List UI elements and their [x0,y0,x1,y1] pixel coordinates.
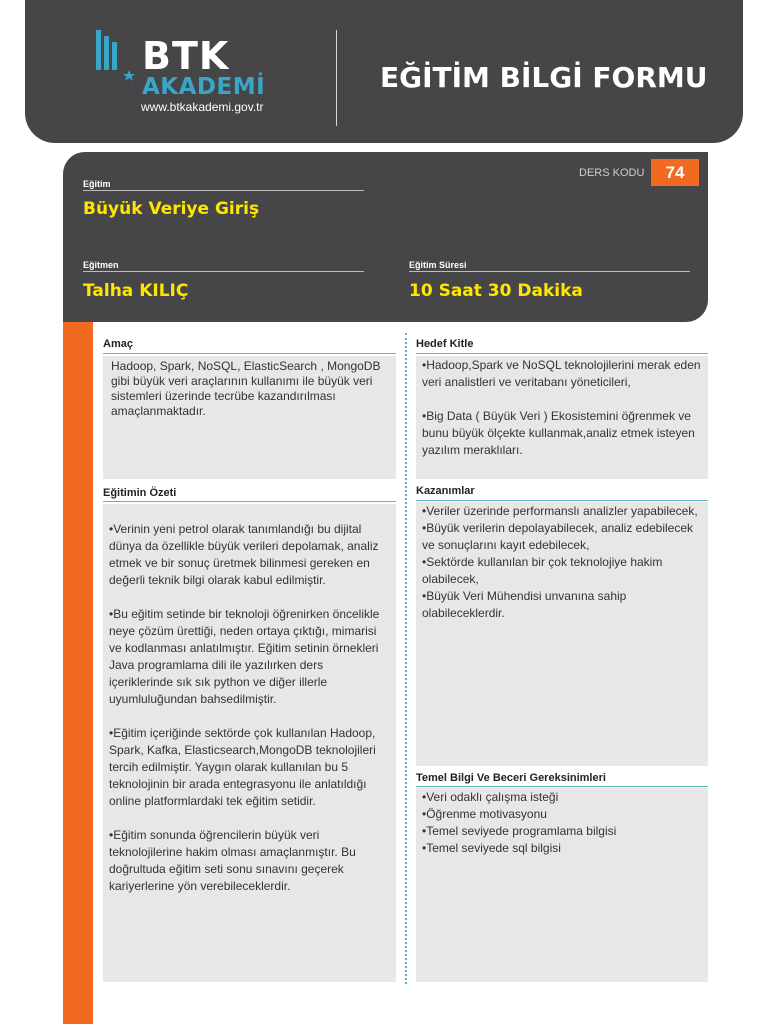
logo-url[interactable]: www.btkakademi.gov.tr [141,100,264,114]
kazanim-item: •Sektörde kullanılan bir çok teknolojiye hakim olabilecek, [422,555,663,586]
training-underline [83,190,364,191]
temel-item: •Temel seviyede sql bilgisi [422,841,561,855]
orange-side-bar [63,322,93,1024]
instructor-underline [83,271,364,272]
section-box-hedef [416,356,708,479]
temel-item: •Öğrenme motivasyonu [422,807,547,821]
section-line-amac [103,353,396,354]
course-info-panel [63,152,708,322]
ozet-paragraph-2: •Bu eğitim setinde bir teknoloji öğrenirken öncelikle neye çözüm ürettiği, neden ortaya çıktığı, mimarisi ve kodlanması anlatılmıştır. Eğitim setinin örnekleri Java programlama dili ile yazılırken ders içeriklerinde sık sık python ve diğer illerle uyumluluğundan bahsedilmiştir. [109,607,380,706]
duration-label: Eğitim Süresi [409,260,467,270]
temel-item: •Temel seviyede programlama bilgisi [422,824,617,838]
duration-underline [409,271,690,272]
logo-subtitle: AKADEMİ [142,74,266,100]
form-title: EĞİTİM BİLGİ FORMU [380,61,708,94]
section-title-hedef: Hedef Kitle [416,338,474,350]
kazanim-item: •Veriler üzerinde performanslı analizler yapabilecek, [422,504,698,518]
training-name: Büyük Veriye Giriş [83,199,260,219]
section-title-ozet: Eğitimin Özeti [103,487,177,499]
instructor-name: Talha KILIÇ [83,281,189,301]
training-label: Eğitim [83,179,111,189]
section-box-amac [103,356,396,479]
temel-item: •Veri odaklı çalışma isteği [422,790,559,804]
section-box-temel [416,788,708,982]
course-code-label: DERS KODU [579,167,645,179]
section-title-temel: Temel Bilgi Ve Beceri Gereksinimleri [416,772,606,784]
section-title-kazanim: Kazanımlar [416,485,475,497]
duration-value: 10 Saat 30 Dakika [409,281,583,301]
section-box-kazanim [416,502,708,766]
hedef-item-1: •Hadoop,Spark ve NoSQL teknolojilerini merak eden veri analistleri ve veritabanı yöneticileri, [422,358,701,389]
section-line-temel [416,786,708,787]
btk-logo [95,30,295,120]
section-box-ozet [103,504,396,982]
ozet-paragraph-4: •Eğitim sonunda öğrencilerin büyük veri teknolojilerine hakim olması amaçlanmıştır. Bu doğrultuda eğitim seti sonu sınavını geçerek kariyerlerine yön verebileceklerdir. [109,828,356,893]
section-line-kazanim [416,500,708,501]
kazanim-item: •Büyük Veri Mühendisi unvanına sahip olabileceklerdir. [422,589,627,620]
page-header [25,0,743,143]
header-divider [336,30,337,126]
btk-logo-mark-icon [95,30,137,98]
column-separator [405,333,407,984]
section-line-ozet [103,501,396,502]
kazanim-item: •Büyük verilerin depolayabilecek, analiz edebilecek ve sonuçlarını kayıt edebilecek, [422,521,694,552]
instructor-label: Eğitmen [83,260,119,270]
ozet-paragraph-3: •Eğitim içeriğinde sektörde çok kullanılan Hadoop, Spark, Kafka, Elasticsearch,MongoDB teknolojileri tercih edilmiştir. Yaygın olarak kullanılan bu 5 teknolojinin bir arada entegrasyonu ile anlatıldığı online platformlardaki tek eğitim setidir. [109,726,376,808]
amac-text: Hadoop, Spark, NoSQL, ElasticSearch , MongoDB gibi büyük veri araçlarının kullanımı ile büyük veri sistemleri üzerinde tecrübe kazandırılması amaçlanmaktadır. [111,359,381,418]
logo-wordmark: BTK [142,34,230,78]
hedef-item-2: •Big Data ( Büyük Veri ) Ekosistemini öğrenmek ve bunu büyük ölçekte kullanmak,analiz etmek isteyen yazılım meraklıları. [422,409,695,457]
section-title-amac: Amaç [103,338,133,350]
ozet-paragraph-1: •Verinin yeni petrol olarak tanımlandığı bu dijital dünya da özellikle büyük verileri depolamak, analiz etmek ve bir sonuç üretmek bilinmesi gereken en değerli teknik bilgi olarak kabul edilmiştir. [109,522,379,587]
section-line-hedef [416,353,708,354]
course-code-badge: 74 [651,159,699,186]
